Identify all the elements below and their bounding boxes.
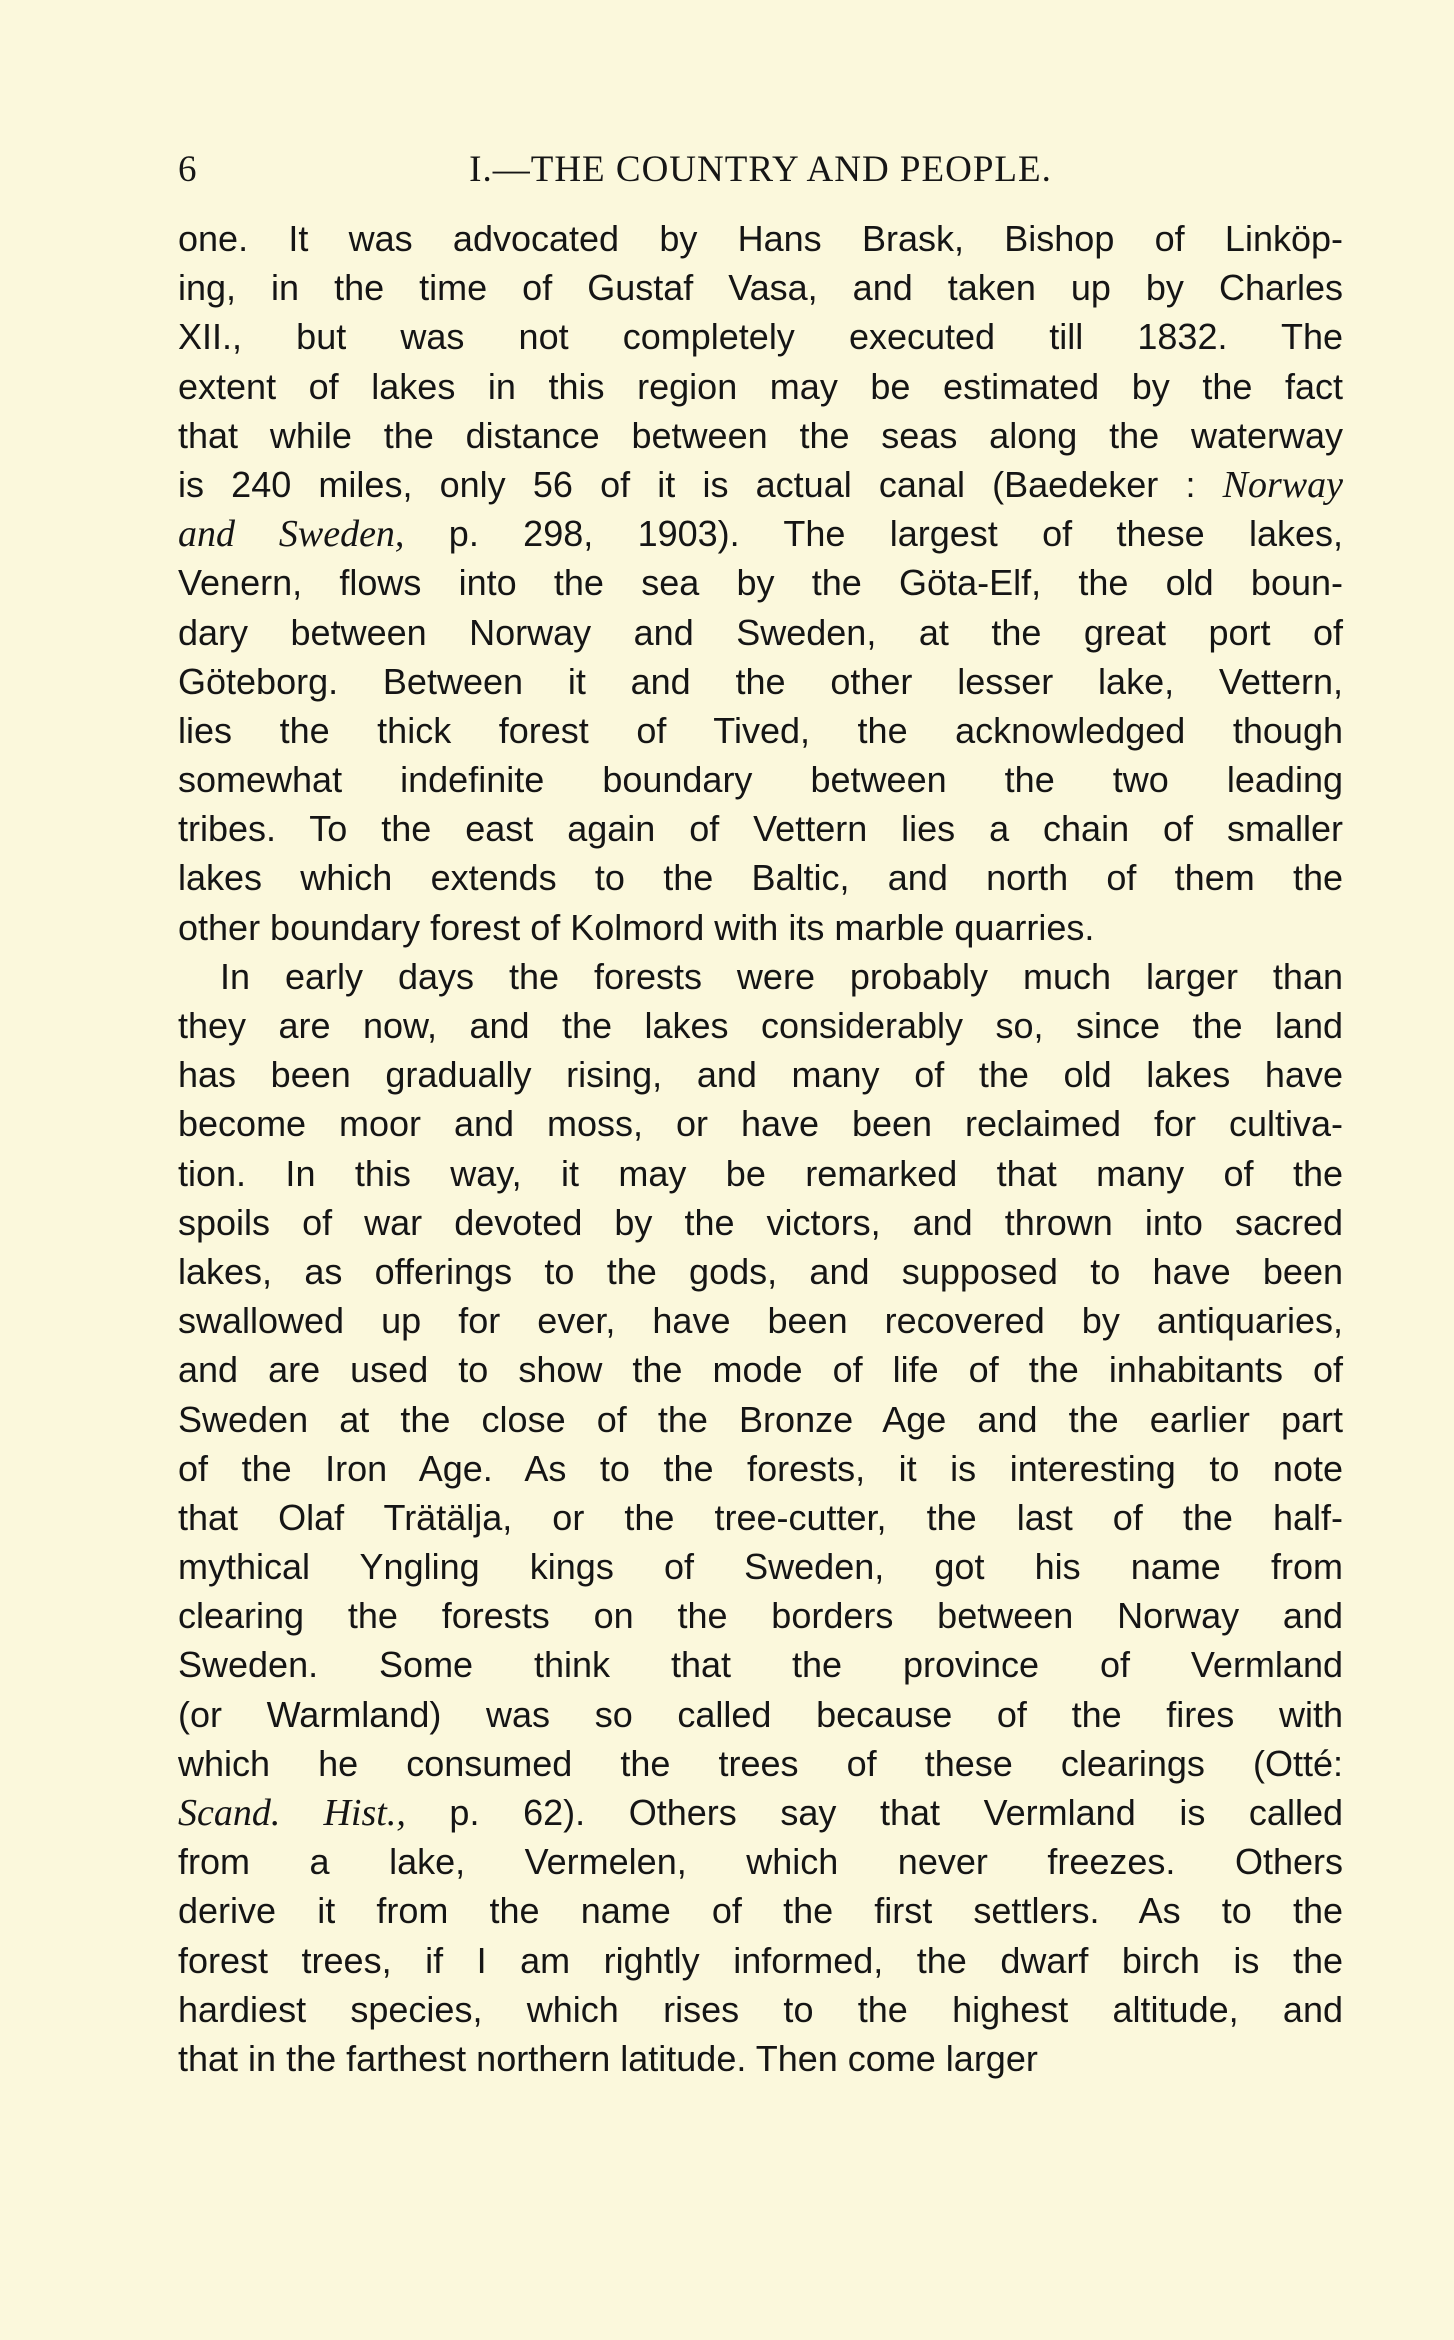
text-line bbox=[178, 657, 1343, 706]
text-line bbox=[178, 362, 1343, 411]
text-run: (or Warmland) was so called because of the fires with bbox=[178, 1693, 1343, 1735]
text-run: somewhat indefinite boundary between the two leading bbox=[178, 759, 1343, 801]
text-line bbox=[178, 1345, 1343, 1394]
text-line bbox=[178, 460, 1343, 509]
text-line bbox=[178, 1247, 1343, 1296]
text-line bbox=[178, 1886, 1343, 1935]
text-run: that in the farthest northern latitude. Then come larger bbox=[178, 2037, 1038, 2079]
text-run: they are now, and the lakes considerably so, since the land bbox=[178, 1005, 1343, 1046]
running-title: I.—THE COUNTRY AND PEOPLE. bbox=[469, 149, 1052, 190]
text-line bbox=[178, 214, 1343, 263]
text-line bbox=[178, 952, 1343, 1001]
text-run: one. It was advocated by Hans Brask, Bishop of Linköp- bbox=[178, 218, 1343, 259]
text-line bbox=[178, 1149, 1343, 1198]
text-run: derive it from the name of the first settlers. As to the bbox=[178, 1890, 1343, 1932]
italic-text-run: and Sweden, bbox=[178, 513, 405, 556]
text-run: p. 62). Others say that Vermland is called bbox=[405, 1792, 1343, 1833]
text-line bbox=[178, 1936, 1343, 1985]
text-line bbox=[178, 1444, 1343, 1493]
text-run: dary between Norway and Sweden, at the great port of bbox=[178, 611, 1343, 653]
text-line bbox=[178, 1198, 1343, 1247]
text-run: lakes, as offerings to the gods, and supposed to have been bbox=[178, 1250, 1343, 1292]
text-run: Göteborg. Between it and the other lesser lake, Vettern, bbox=[178, 660, 1343, 702]
running-head bbox=[178, 140, 1343, 200]
text-run: p. 298, 1903). The largest of these lakes, bbox=[404, 513, 1344, 555]
text-line bbox=[178, 1099, 1343, 1148]
text-run: spoils of war devoted by the victors, and thrown into sacred bbox=[178, 1201, 1343, 1243]
text-run: swallowed up for ever, have been recovered by antiquaries, bbox=[178, 1300, 1343, 1342]
text-line bbox=[178, 804, 1343, 853]
text-run: extent of lakes in this region may be estimated by the fact bbox=[178, 365, 1343, 407]
text-run: lakes which extends to the Baltic, and north of them the bbox=[178, 857, 1343, 899]
text-run: Sweden at the close of the Bronze Age and the earlier part bbox=[178, 1398, 1343, 1440]
text-line bbox=[178, 1739, 1343, 1788]
text-run: that Olaf Trätälja, or the tree-cutter, the last of the half- bbox=[178, 1496, 1343, 1538]
text-run: Venern, flows into the sea by the Göta-Elf, the old boun- bbox=[178, 562, 1343, 604]
text-line bbox=[178, 755, 1343, 804]
text-run: In early days the forests were probably much larger than bbox=[220, 955, 1343, 997]
text-line bbox=[178, 1640, 1343, 1689]
text-line bbox=[178, 1985, 1343, 2034]
text-line bbox=[178, 509, 1343, 558]
text-run: Sweden. Some think that the province of Vermland bbox=[178, 1644, 1343, 1686]
text-run: tion. In this way, it may be remarked that many of the bbox=[178, 1152, 1343, 1194]
page-number: 6 bbox=[178, 149, 197, 190]
text-line bbox=[178, 411, 1343, 460]
italic-text-run: Scand. Hist., bbox=[178, 1792, 406, 1834]
text-run: from a lake, Vermelen, which never freezes. Others bbox=[178, 1841, 1343, 1883]
text-line bbox=[178, 1788, 1343, 1837]
body-text bbox=[178, 214, 1343, 2083]
text-line bbox=[178, 1050, 1343, 1099]
text-line bbox=[178, 1690, 1343, 1739]
text-line bbox=[178, 1542, 1343, 1591]
text-run: XII., but was not completely executed till 1832. The bbox=[178, 316, 1343, 358]
text-run: forest trees, if I am rightly informed, the dwarf birch is the bbox=[178, 1939, 1343, 1981]
text-run: which he consumed the trees of these clearings (Otté: bbox=[178, 1742, 1343, 1784]
text-run: mythical Yngling kings of Sweden, got his name from bbox=[178, 1546, 1343, 1588]
text-line bbox=[178, 263, 1343, 312]
text-line bbox=[178, 312, 1343, 361]
text-line bbox=[178, 608, 1343, 657]
text-run: ing, in the time of Gustaf Vasa, and taken up by Charles bbox=[178, 267, 1343, 309]
text-run: become moor and moss, or have been reclaimed for cultiva- bbox=[178, 1103, 1343, 1145]
text-line bbox=[178, 706, 1343, 755]
text-line bbox=[178, 903, 1343, 952]
text-line bbox=[178, 2034, 1343, 2083]
text-run: clearing the forests on the borders between Norway and bbox=[178, 1595, 1343, 1637]
text-run: that while the distance between the seas along the waterway bbox=[178, 414, 1343, 456]
text-line bbox=[178, 1395, 1343, 1444]
text-run: of the Iron Age. As to the forests, it is interesting to note bbox=[178, 1447, 1343, 1489]
text-line bbox=[178, 1001, 1343, 1050]
text-line bbox=[178, 558, 1343, 607]
italic-text-run: Norway bbox=[1222, 463, 1343, 506]
text-run: other boundary forest of Kolmord with its marble quarries. bbox=[178, 906, 1095, 948]
text-run: is 240 miles, only 56 of it is actual canal (Baedeker : bbox=[178, 463, 1223, 505]
text-run: tribes. To the east again of Vettern lies a chain of smaller bbox=[178, 808, 1343, 850]
text-run: lies the thick forest of Tived, the acknowledged though bbox=[178, 709, 1343, 751]
text-line bbox=[178, 1296, 1343, 1345]
text-line bbox=[178, 1591, 1343, 1640]
text-run: and are used to show the mode of life of the inhabitants of bbox=[178, 1349, 1343, 1391]
text-line bbox=[178, 853, 1343, 902]
text-run: hardiest species, which rises to the highest altitude, and bbox=[178, 1988, 1343, 2030]
text-run: has been gradually rising, and many of the old lakes have bbox=[178, 1054, 1343, 1096]
text-line bbox=[178, 1837, 1343, 1886]
text-line bbox=[178, 1493, 1343, 1542]
